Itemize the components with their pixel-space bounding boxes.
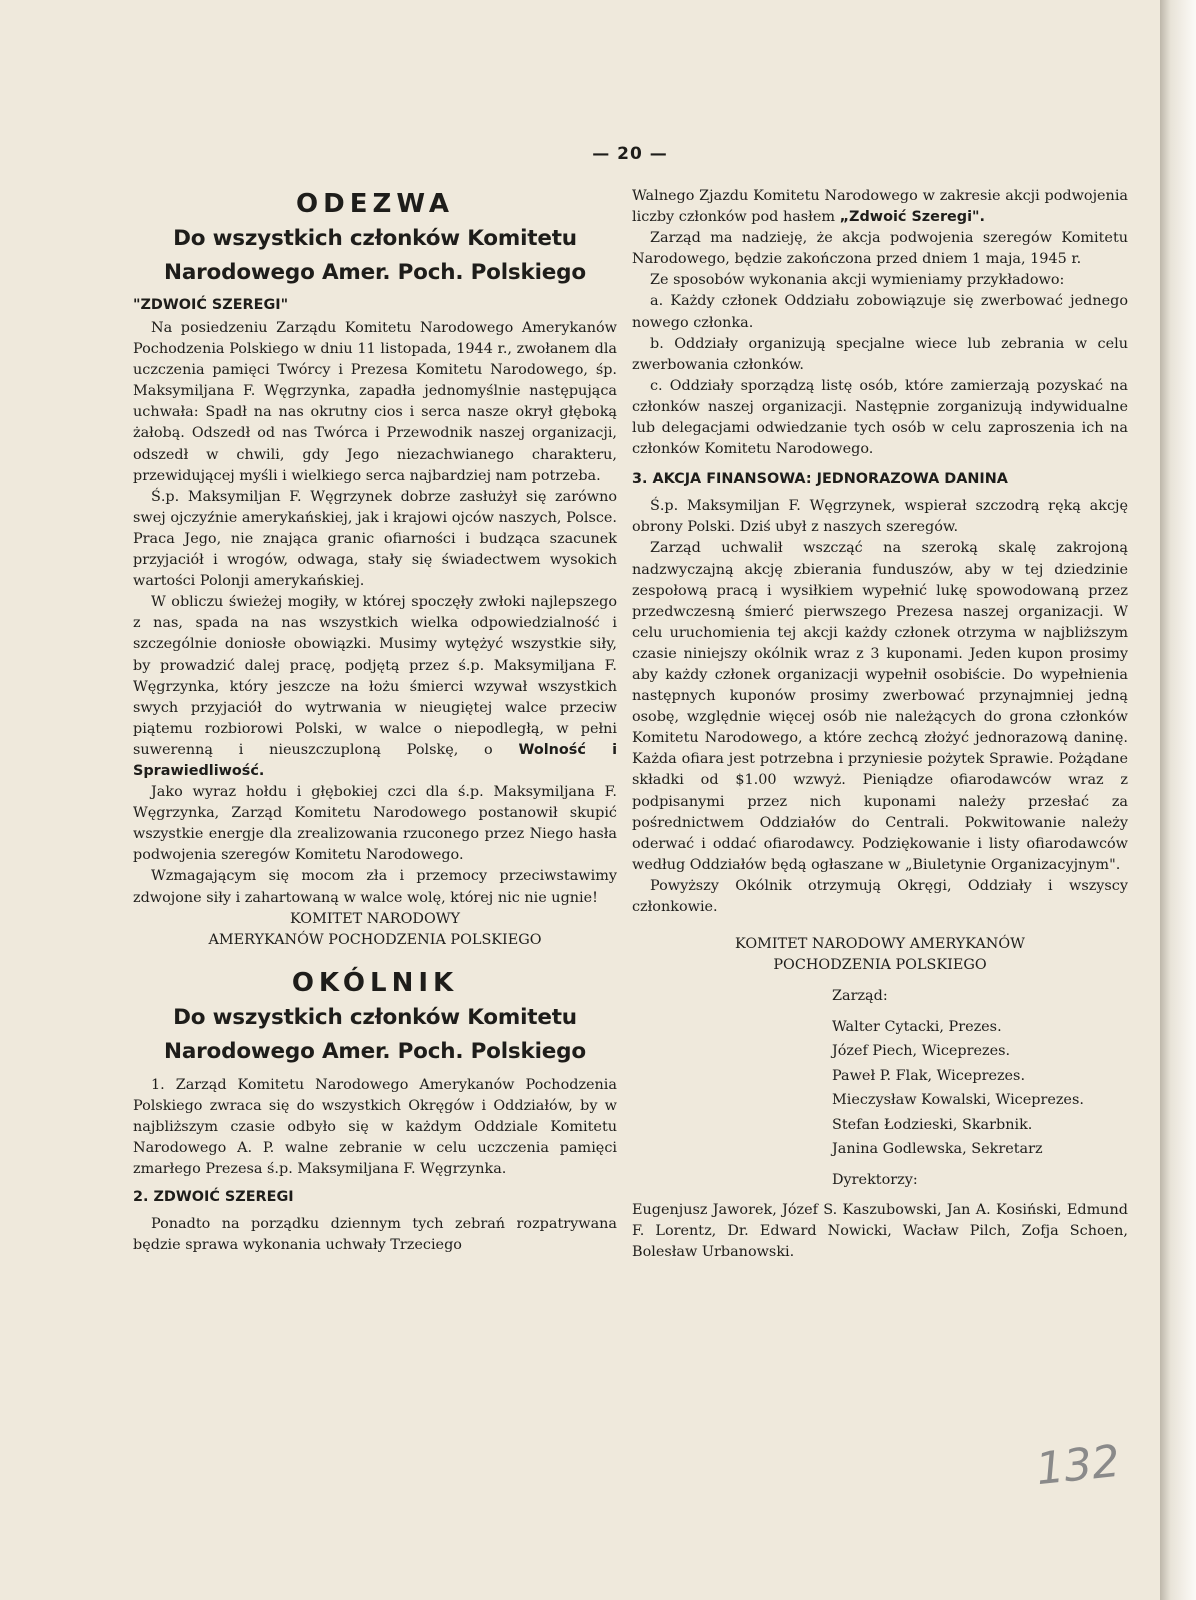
odezwa-p3-bold: Wolność i Sprawiedliwość. (133, 741, 617, 779)
okolnik-paragraph: Ze sposobów wykonania akcji wymieniamy przykładowo: (650, 272, 1065, 289)
odezwa-subtitle-1: Do wszystkich członków Komitetu (173, 226, 577, 251)
zarzad-member: Józef Piech, Wiceprezes. (832, 1043, 1011, 1060)
zarzad-member: Paweł P. Flak, Wiceprezes. (832, 1067, 1026, 1084)
dyrektorzy-label: Dyrektorzy: (832, 1171, 918, 1188)
okolnik-p2-bold: „Zdwoić Szeregi". (839, 209, 985, 226)
okolnik-paragraph: Ponadto na porządku dziennym tych zebrań rozpatrywana będzie sprawa wykonania uchwały Trzeciego (133, 1216, 617, 1254)
okolnik-paragraph: 1. Zarząd Komitetu Narodowego Amerykanów Pochodzenia Polskiego zwraca się do wszystkich Okręgów i Oddziałów, by w najbliższym czasie odbyło się w każdym Oddziale Komitetu Narodowego A. P. walne zebranie w celu uczczenia pamięci zmarłego Prezesa ś.p. Maksymiljana F. Węgrzynka. (133, 1076, 617, 1177)
okolnik-heading-3: 3. AKCJA FINANSOWA: JEDNORAZOWA DANINA (632, 471, 1008, 488)
odezwa-paragraph: Jako wyraz hołdu i głębokiej czci dla ś.p. Maksymiljana F. Węgrzynka, Zarząd Komitetu Narodowego postanowił skupić wszystkie energje dla zrealizowania rzuconego przez Niego hasła podwojenia szeregów Komitetu Narodowego. (133, 784, 617, 864)
odezwa-paragraph (133, 592, 617, 782)
odezwa-paragraph: Wzmagającym się mocom zła i przemocy przeciwstawimy zdwojone siły i zahartowaną w walce wolę, której nic nie ugnie! (133, 868, 617, 906)
odezwa-title: ODEZWA (296, 189, 454, 219)
odezwa-p3-text: W obliczu świeżej mogiły, w której spoczęły zwłoki najlepszego z nas, spada na nas wszystkich wielka odpowiedzialność i szczególnie doniosłe obowiązki. Musimy wytężyć wszystkie siły, by prowadzić dalej pracę, podjętą przez ś.p. Maksymiljana F. Węgrzynka, który jeszcze na łożu śmierci wzywał wszystkich swych przyjaciół do wytrwania w nieugiętej walce przeciw piątemu rozbiorowi Polski, w walce o niepodległą, w pełni suwerenną i nieuszczuploną Polskę, o (133, 594, 617, 758)
okolnik-paragraph: Zarząd uchwalił wszcząć na szeroką skalę zakrojoną nadzwyczajną akcję zbierania funduszów, aby w tej dziedzinie zespołową pracą i wysiłkiem wypełnić lukę spowodowaną przez przedwczesną śmierć pierwszego Prezesa naszej organizacji. W celu uruchomienia tej akcji każdy członek otrzyma w najbliższym czasie niniejszy okólnik wraz z 3 kuponami. Jeden kupon prosimy aby każdy członek organizacji wypełnił osobiście. Do wypełnienia następnych kuponów prosimy zwerbować przynajmniej jedną osobę, względnie więcej osób nie należących do grona członków Komitetu Narodowego, a które zechcą złożyć jednorazową daninę. Każda ofiara jest potrzebna i przyniesie pożytek Sprawie. Pożądane składki od $1.00 wzwyż. Pieniądze ofiarodawców wraz z podpisanymi przez nich kuponami należy przesłać za pośrednictwem Oddziałów do Centrali. Pokwitowanie należy oderwać i oddać ofiarodawcy. Podziękowanie i listy ofiarodawców według Oddziałów będą ogłaszane w „Biuletynie Organizacyjnym". (632, 540, 1128, 873)
okolnik-item-c: c. Oddziały sporządzą listę osób, które zamierzają pozyskać na członków naszej organizacji. Następnie zorganizują indywidualne lub delegacjami odwiedzanie tych osób w celu zaproszenia ich na członków Komitetu Narodowego. (632, 377, 1128, 458)
zarzad-member: Stefan Łodzieski, Skarbnik. (832, 1116, 1033, 1133)
zarzad-label: Zarząd: (832, 988, 888, 1005)
odezwa-signature-2: AMERYKANÓW POCHODZENIA POLSKIEGO (208, 931, 542, 948)
okolnik-heading-2: 2. ZDWOIĆ SZEREGI (133, 1189, 294, 1206)
odezwa-paragraph: Ś.p. Maksymiljan F. Węgrzynek dobrze zasłużył się zarówno swej ojczyźnie amerykańskiej, jak i krajowi ojców naszych, Polsce. Praca Jego, nie znająca granic ofiarności i budząca szacunek przyjaciół i wrogów, odwaga, stały się świadectwem wysokich wartości Polonji amerykańskiej. (133, 488, 617, 590)
right-column (632, 186, 1128, 1263)
okolnik-signature-1: KOMITET NARODOWY AMERYKANÓW (735, 936, 1025, 953)
odezwa-signature-1: KOMITET NARODOWY (289, 910, 461, 927)
page-edge (1160, 0, 1196, 1600)
okolnik-paragraph (632, 186, 1128, 228)
zarzad-member: Janina Godlewska, Sekretarz (832, 1141, 1043, 1158)
okolnik-subtitle-1: Do wszystkich członków Komitetu (173, 1004, 577, 1030)
dyrektorzy-list: Eugenjusz Jaworek, Józef S. Kaszubowski, Jan A. Kosiński, Edmund F. Lorentz, Dr. Edward Nowicki, Wacław Pilch, Zofja Schoen, Bolesław Urbanowski. (632, 1202, 1128, 1261)
okolnik-item-a: a. Każdy członek Oddziału zobowiązuje się zwerbować jednego nowego członka. (632, 293, 1128, 331)
okolnik-paragraph: Zarząd ma nadzieję, że akcja podwojenia szeregów Komitetu Narodowego, będzie zakończona przed dniem 1 maja, 1945 r. (632, 230, 1128, 268)
odezwa-subtitle-2: Narodowego Amer. Poch. Polskiego (164, 260, 586, 285)
okolnik-paragraph: Powyższy Okólnik otrzymują Okręgi, Oddziały i wszyscy członkowie. (632, 877, 1128, 915)
okolnik-item-b: b. Oddziały organizują specjalne wiece lub zebrania w celu zwerbowania członków. (632, 335, 1128, 373)
okolnik-title: OKÓLNIK (291, 967, 459, 998)
page-number: — 20 — (592, 144, 668, 164)
odezwa-paragraph: Na posiedzeniu Zarządu Komitetu Narodowego Amerykanów Pochodzenia Polskiego w dniu 11 listopada, 1944 r., zwołanem dla uczczenia pamięci Twórcy i Prezesa Komitetu Narodowego, śp. Maksymiljana F. Węgrzynka, zapadła jednomyślnie następująca uchwała: Spadł na nas okrutny cios i serca nasze okrył głęboką żałobą. Odszedł od nas Twórca i Przewodnik naszej organizacji, odszedł w chwili, gdy Jego niezachwianego charakteru, przewidującej myśli i wielkiego serca najbardziej nam potrzeba. (133, 320, 617, 484)
zarzad-member: Mieczysław Kowalski, Wiceprezes. (832, 1092, 1084, 1109)
odezwa-slogan: "ZDWOIĆ SZEREGI" (133, 297, 289, 313)
left-column (133, 186, 617, 1256)
okolnik-paragraph: Ś.p. Maksymiljan F. Węgrzynek, wspierał szczodrą ręką akcję obrony Polski. Dziś ubył z naszych szeregów. (632, 498, 1128, 536)
okolnik-subtitle-2: Narodowego Amer. Poch. Polskiego (164, 1038, 586, 1064)
zarzad-member: Walter Cytacki, Prezes. (832, 1018, 1002, 1035)
okolnik-p2-cont: Walnego Zjazdu Komitetu Narodowego w zakresie akcji podwojenia liczby członków pod hasłem (632, 188, 1128, 226)
okolnik-signature-2: POCHODZENIA POLSKIEGO (773, 957, 987, 974)
handwritten-number: 132 (1033, 1435, 1123, 1496)
